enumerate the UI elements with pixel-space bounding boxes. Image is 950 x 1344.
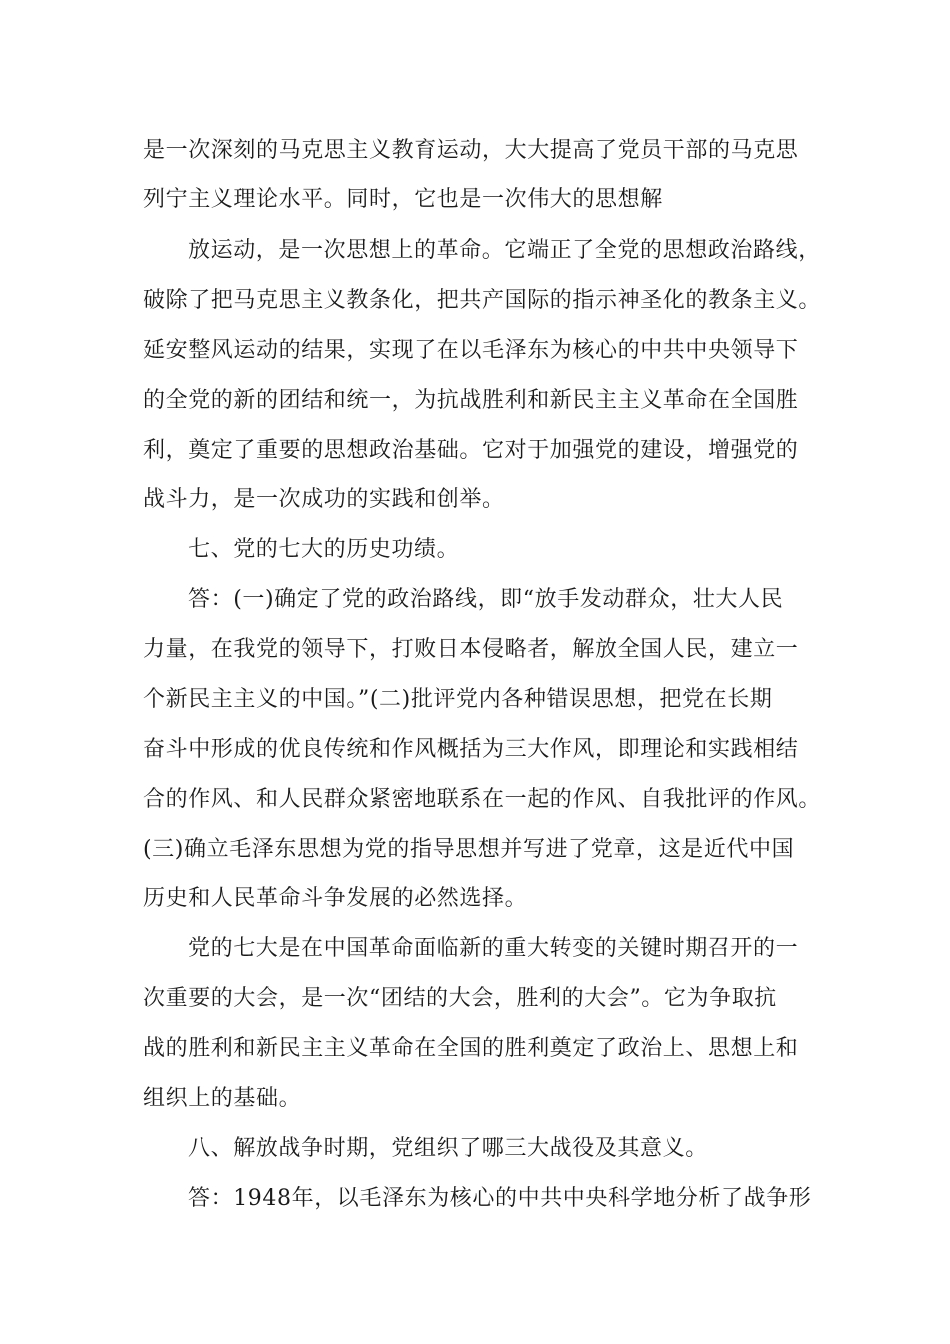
text-line: 党的七大是在中国革命面临新的重大转变的关键时期召开的一 xyxy=(188,936,799,961)
text-line: 奋斗中形成的优良传统和作风概括为三大作风，即理论和实践相结 xyxy=(143,737,799,762)
text-line: 放运动，是一次思想上的革命。它端正了全党的思想政治路线， xyxy=(188,238,821,263)
text-line: 战的胜利和新民主主义革命在全国的胜利奠定了政治上、思想上和 xyxy=(143,1036,799,1061)
text-line: 战斗力，是一次成功的实践和创举。 xyxy=(143,487,505,512)
text-line: 是一次深刻的马克思主义教育运动，大大提高了党员干部的马克思 xyxy=(143,138,799,163)
text-line: 组织上的基础。 xyxy=(143,1086,302,1111)
text-line: 延安整风运动的结果，实现了在以毛泽东为核心的中共中央领导下 xyxy=(143,338,799,363)
section-heading-eight: 八、解放战争时期，党组织了哪三大战役及其意义。 xyxy=(188,1136,708,1161)
text-line: 答：(一)确定了党的政治路线，即“放手发动群众，壮大人民 xyxy=(188,587,784,612)
text-line: 次重要的大会，是一次“团结的大会，胜利的大会”。它为争取抗 xyxy=(143,986,777,1011)
text-line: 力量，在我党的领导下，打败日本侵略者，解放全国人民，建立一 xyxy=(143,637,799,662)
text-line: 个新民主主义的中国。”(二)批评党内各种错误思想，把党在长期 xyxy=(143,687,773,712)
text-line: 列宁主义理论水平。同时，它也是一次伟大的思想解 xyxy=(143,187,663,212)
section-heading-seven: 七、党的七大的历史功绩。 xyxy=(188,537,460,562)
text-line: 破除了把马克思主义教条化，把共产国际的指示神圣化的教条主义。 xyxy=(143,288,822,313)
text-line: 答：1948年，以毛泽东为核心的中共中央科学地分析了战争形 xyxy=(188,1186,812,1211)
text-line: 的全党的新的团结和统一，为抗战胜利和新民主主义革命在全国胜 xyxy=(143,388,799,413)
text-line: 利，奠定了重要的思想政治基础。它对于加强党的建设，增强党的 xyxy=(143,438,799,463)
text-line: (三)确立毛泽东思想为党的指导思想并写进了党章，这是近代中国 xyxy=(143,837,795,862)
text-line: 历史和人民革命斗争发展的必然选择。 xyxy=(143,886,528,911)
text-line: 合的作风、和人民群众紧密地联系在一起的作风、自我批评的作风。 xyxy=(143,787,822,812)
